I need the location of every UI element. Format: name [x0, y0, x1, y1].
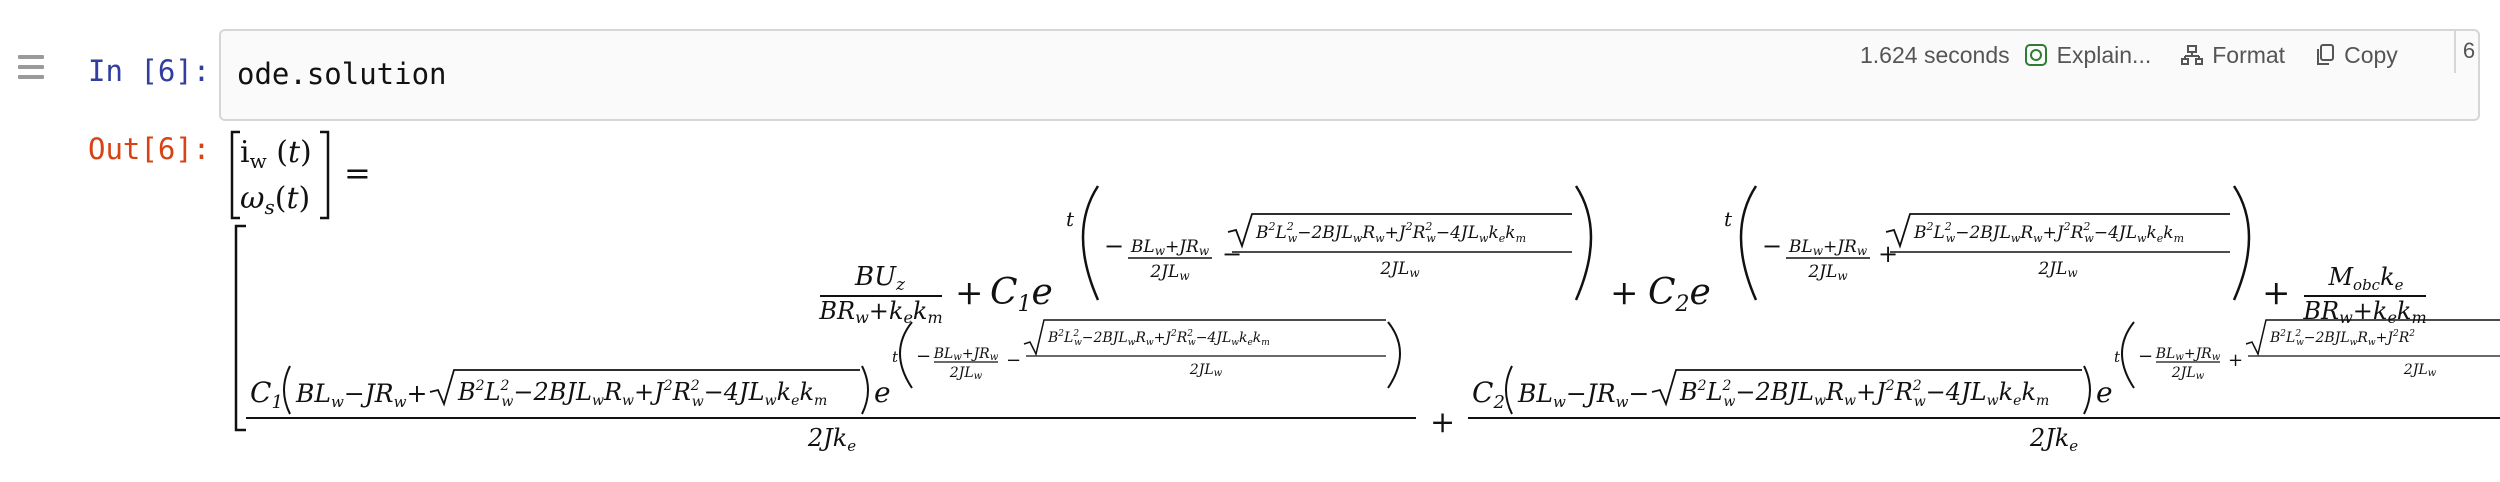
svg-text:−: −: [1006, 350, 1022, 371]
svg-text:−: −: [916, 346, 932, 367]
copy-icon: [2315, 44, 2335, 66]
svg-text:2Jke: $2Jk_e$: [807, 424, 857, 455]
svg-text:B2L2w−2BJLwRw+J2R2w−4JLwkekm: $B^2L^2$ $w-2BJL_wR_w+J^2R^2$ $w-4JL_wk_ek_m$: [458, 378, 828, 410]
svg-text:B2L2w−2BJLwRw+J2R2w−4JLwkekm: $B^2L^2$ $w-2BJL_wR_w+J^2R^2$ $w-4JL_wk_ek_m$: [1048, 329, 1270, 348]
svg-text:BLw+JRw: BLw+JRw: [933, 346, 999, 363]
explain-label: Explain...: [2056, 41, 2152, 68]
svg-text:−: −: [1762, 232, 1783, 260]
cell-collapse-handle[interactable]: [18, 55, 44, 85]
svg-text:2JLw: 2JLw: [1808, 262, 1848, 283]
svg-text:B2L2w−2BJLwRw+J2R2w−4JLwkekm: $B^2L^2$ $w-2BJL_wR_w+J^2R^2$ $w-4JL_wk_ek_m$: [1256, 220, 1527, 245]
svg-text:C2: $C_2$: [1472, 376, 1505, 413]
svg-text:−: −: [1222, 240, 1243, 268]
svg-text:BLw−JRw−: $BL_w-JR_w-$: [1518, 379, 1650, 411]
explain-button[interactable]: [2024, 42, 2152, 69]
svg-text:e: e: [2096, 376, 2113, 409]
svg-text:2JLw: 2JLw: [949, 365, 983, 382]
copy-button[interactable]: [2315, 42, 2398, 69]
svg-text:t: t: [1724, 207, 1733, 231]
execution-count: 6: [2454, 29, 2482, 73]
svg-text:BLw+JRw: BLw+JRw: [1788, 237, 1868, 258]
svg-text:C1: $C_1$: [250, 376, 283, 413]
svg-text:B2L2w−2BJLwRw+J2R2: $B^2L^2$ $w-2BJL_wR_w+J^2R^2$: [2270, 329, 2415, 348]
lhs-vector: [232, 132, 371, 219]
format-icon: [2181, 44, 2203, 66]
svg-text:2JLw: 2JLw: [2171, 365, 2205, 382]
code-text[interactable]: ode.solution: [237, 57, 447, 91]
svg-text:BLw−JRw+: $BL_w-JR_w+$: [296, 379, 428, 411]
svg-text:+: +: [955, 273, 984, 313]
svg-text:BLw+JRw: BLw+JRw: [1130, 237, 1210, 258]
execution-timing: 1.624 seconds: [1860, 41, 2010, 68]
row2: [246, 320, 2500, 455]
svg-text:BLw+JRw: BLw+JRw: [2155, 346, 2221, 363]
svg-text:ωs(t): $\omega_s(t)$: [240, 181, 311, 219]
svg-text:+: +: [2262, 273, 2291, 313]
svg-text:B2L2w−2BJLwRw+J2R2w−4JLwkekm: $B^2L^2$ $w-2BJL_wR_w+J^2R^2$ $w-4JL_wk_ek_m$: [1914, 220, 2185, 245]
svg-text:t: t: [1066, 207, 1075, 231]
svg-text:BUz: BUz: [855, 262, 905, 295]
svg-text:2JLw: 2JLw: [2038, 259, 2078, 280]
svg-text:+: +: [1878, 240, 1899, 268]
svg-text:t: t: [892, 348, 899, 366]
svg-text:−: −: [2138, 346, 2154, 367]
cell-toolbar: [1860, 38, 2428, 72]
svg-text:B2L2w−2BJLwRw+J2R2w−4JLwkekm: $B^2L^2$ $w-2BJL_wR_w+J^2R^2$ $w-4JL_wk_ek_m$: [1680, 378, 2050, 410]
svg-text:iw (t): $i_w$ (t): [240, 135, 312, 173]
row1: [818, 186, 2426, 327]
svg-text:2JLw: 2JLw: [2403, 362, 2437, 379]
svg-text:2JLw: 2JLw: [1150, 262, 1190, 283]
svg-text:C2e: C2e: [1648, 272, 1711, 317]
svg-text:=: =: [344, 154, 371, 192]
svg-text:2JLw: 2JLw: [1189, 362, 1223, 379]
copy-label: Copy: [2344, 41, 2398, 68]
output-prompt: Out[6]:: [88, 132, 211, 166]
svg-text:+: +: [2228, 350, 2244, 371]
svg-text:C1e: C1e: [990, 272, 1053, 317]
svg-text:−: −: [1104, 232, 1125, 260]
svg-text:2Jke: $2Jk_e$: [2029, 424, 2079, 455]
format-label: Format: [2212, 41, 2286, 68]
svg-text:BRw+kekm: BRw+kekm: [2303, 297, 2427, 327]
svg-text:2JLw: 2JLw: [1380, 259, 1420, 280]
svg-text:t: t: [2114, 348, 2121, 366]
svg-text:BRw+kekm: BRw+kekm: [819, 297, 943, 327]
svg-text:Mobcke: $M_{obc}k_e$: [2328, 263, 2404, 294]
svg-text:e: e: [874, 376, 891, 409]
input-prompt: In [6]:: [88, 54, 211, 88]
svg-text:+: +: [1430, 405, 1456, 440]
ai-sparkle-icon: [2024, 43, 2048, 67]
svg-text:+: +: [1610, 273, 1639, 313]
format-button[interactable]: [2181, 42, 2285, 69]
